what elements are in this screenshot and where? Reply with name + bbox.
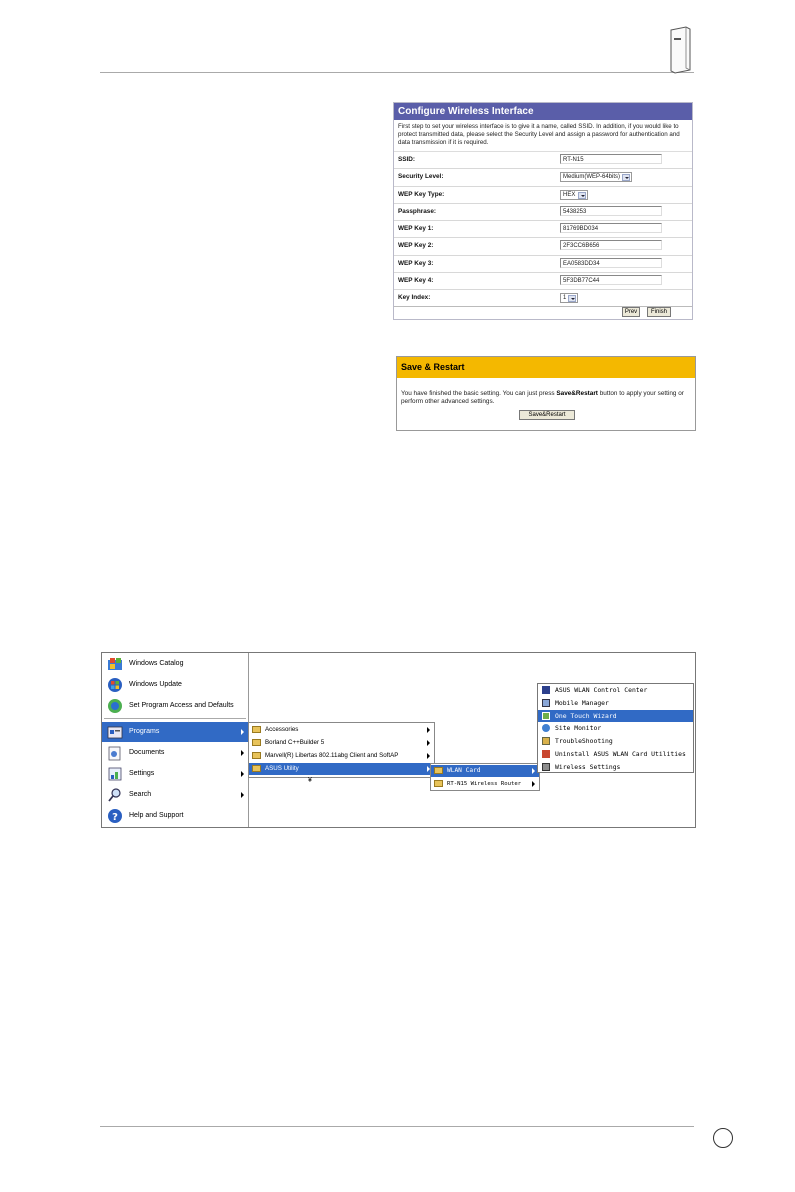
menu-item-search[interactable] [102, 785, 248, 805]
prev-button[interactable]: Prev [622, 307, 640, 317]
field-label: WEP Key 1: [398, 225, 434, 233]
menu-item-label: Programs [129, 728, 160, 735]
wep-key-1-row [394, 221, 692, 238]
submenu-item-label: TroubleShooting [555, 737, 613, 746]
submenu-item-marvell[interactable] [249, 750, 434, 762]
security-level-select[interactable] [560, 172, 632, 182]
submenu-item-wireless-settings[interactable] [538, 761, 693, 774]
folder-icon [434, 780, 443, 787]
menu-item-label: Documents [129, 749, 165, 756]
more-items-icon[interactable]: ¥ [308, 777, 312, 784]
chevron-right-icon [532, 781, 535, 787]
folder-icon [252, 726, 261, 733]
menu-item-help-support[interactable] [102, 806, 248, 826]
search-icon [107, 787, 123, 803]
save-restart-panel [396, 356, 696, 431]
panel-footer [394, 306, 692, 319]
wireless-settings-icon [542, 763, 550, 771]
folder-icon [252, 765, 261, 772]
menu-item-settings[interactable] [102, 764, 248, 784]
text-part: button to apply your setting or perform other advanced settings. [401, 390, 684, 405]
chevron-down-icon[interactable] [568, 295, 576, 302]
submenu-item-label: Site Monitor [555, 724, 602, 733]
field-label: SSID: [398, 156, 416, 163]
field-label: Key Index: [398, 294, 431, 302]
chevron-right-icon [532, 768, 535, 774]
chevron-right-icon [427, 740, 430, 746]
documents-icon [107, 745, 123, 761]
submenu-item-site-monitor[interactable] [538, 722, 693, 735]
submenu-item-uninstall[interactable] [538, 748, 693, 761]
submenu-item-control-center[interactable] [538, 684, 693, 697]
chevron-right-icon [427, 727, 430, 733]
menu-item-label: Search [129, 791, 152, 798]
menu-item-windows-catalog[interactable] [102, 654, 248, 674]
menu-item-set-program-access[interactable] [102, 696, 248, 716]
start-menu-left-pane [102, 653, 249, 827]
wep-key-type-select[interactable] [560, 190, 588, 200]
submenu-item-label: Accessories [265, 726, 299, 733]
submenu-item-label: Mobile Manager [555, 698, 609, 707]
uninstall-icon [542, 750, 550, 758]
svg-text:?: ? [112, 812, 118, 823]
submenu-item-label: ASUS Utility [265, 765, 299, 772]
text-bold: Save&Restart [556, 390, 598, 397]
troubleshooting-icon [542, 737, 550, 745]
wep-key-3-input[interactable]: EA0583DD34 [560, 258, 662, 268]
settings-icon [107, 766, 123, 782]
chevron-right-icon [241, 729, 244, 735]
submenu-item-label: Marvell(R) Libertas 802.11abg Client and SoftAP [265, 752, 399, 759]
program-access-icon [107, 698, 123, 714]
help-icon [107, 808, 123, 824]
menu-item-label: Help and Support [129, 812, 184, 819]
menu-item-documents[interactable] [102, 743, 248, 763]
chevron-right-icon [427, 753, 430, 759]
windows-update-icon [107, 677, 123, 693]
submenu-item-mobile-manager[interactable] [538, 697, 693, 710]
folder-icon [252, 739, 261, 746]
submenu-item-asus-utility[interactable] [249, 763, 434, 775]
wlan-card-submenu [537, 683, 694, 773]
menu-item-windows-update[interactable] [102, 675, 248, 695]
save-restart-button[interactable]: Save&Restart [519, 410, 575, 420]
passphrase-row [394, 204, 692, 221]
field-label: Security Level: [398, 173, 444, 181]
submenu-item-wlan-card[interactable] [431, 765, 539, 777]
security-level-row [394, 169, 692, 186]
field-label: WEP Key Type: [398, 190, 445, 198]
submenu-item-label: Wireless Settings [555, 762, 621, 771]
submenu-item-one-touch-wizard[interactable] [538, 710, 693, 723]
menu-item-label: Windows Catalog [129, 660, 184, 667]
field-label: Passphrase: [398, 207, 437, 215]
menu-item-label: Settings [129, 770, 155, 777]
chevron-right-icon [241, 771, 244, 777]
panel-intro: First step to set your wireless interface is to give it a name, called SSID. In addition, if you would like to protect transmitted data, please select the Security Level and assign a password for authentication and data transmission if it is required. [394, 120, 692, 152]
submenu-item-troubleshooting[interactable] [538, 735, 693, 748]
wep-key-2-row [394, 238, 692, 255]
programs-icon [107, 724, 123, 740]
control-center-icon [542, 686, 550, 694]
ssid-input[interactable]: RT-N15 [560, 154, 662, 164]
wep-key-1-input[interactable]: 81769BD034 [560, 223, 662, 233]
submenu-item-label: WLAN Card [447, 767, 481, 774]
configure-wireless-panel [393, 102, 693, 320]
submenu-item-label: Uninstall ASUS WLAN Card Utilities [555, 750, 686, 758]
chevron-right-icon [241, 792, 244, 798]
folder-icon [252, 752, 261, 759]
submenu-item-rt-n15[interactable] [431, 778, 539, 790]
page-number-circle [713, 1128, 733, 1148]
wep-key-4-input[interactable]: 5F3DB77C44 [560, 275, 662, 285]
menu-divider [104, 718, 246, 719]
windows-catalog-icon [107, 656, 123, 672]
header-rule [100, 72, 694, 73]
ssid-row [394, 152, 692, 169]
select-value: Medium(WEP-64bits) [563, 174, 621, 181]
select-value: 1 [563, 295, 567, 302]
passphrase-input[interactable]: 5438253 [560, 206, 662, 216]
select-value: HEX [563, 191, 576, 198]
submenu-item-label: ASUS WLAN Control Center [555, 686, 648, 694]
mobile-manager-icon [542, 699, 550, 707]
menu-item-programs[interactable] [102, 722, 248, 742]
asus-utility-submenu [430, 763, 540, 791]
finish-button[interactable]: Finish [647, 307, 671, 317]
folder-icon [434, 767, 443, 774]
footer-rule [100, 1126, 694, 1127]
text-part: You have finished the basic setting. You can just press [401, 390, 557, 397]
field-label: WEP Key 3: [398, 259, 434, 267]
router-image [668, 26, 692, 74]
wep-key-2-input[interactable]: 2F3CC6B656 [560, 240, 662, 250]
key-index-select[interactable] [560, 293, 578, 303]
wep-key-4-row [394, 273, 692, 290]
field-label: WEP Key 2: [398, 242, 434, 250]
panel-text [397, 378, 695, 406]
chevron-right-icon [241, 750, 244, 756]
wep-key-3-row [394, 256, 692, 273]
menu-item-label: Set Program Access and Defaults [129, 702, 234, 709]
menu-item-label: Windows Update [129, 681, 182, 688]
submenu-item-label: Borland C++Builder 5 [265, 739, 325, 746]
submenu-item-borland[interactable] [249, 737, 434, 749]
panel-title: Save & Restart [397, 357, 695, 378]
programs-submenu [248, 722, 435, 778]
submenu-item-label: One Touch Wizard [555, 711, 617, 720]
site-monitor-icon [542, 724, 550, 732]
submenu-item-accessories[interactable] [249, 724, 434, 736]
panel-title: Configure Wireless Interface [394, 103, 692, 120]
chevron-down-icon[interactable] [622, 174, 630, 181]
wep-key-type-row [394, 187, 692, 204]
wizard-icon [542, 712, 550, 720]
submenu-item-label: RT-N15 Wireless Router [447, 781, 522, 787]
chevron-down-icon[interactable] [578, 192, 586, 199]
field-label: WEP Key 4: [398, 277, 434, 285]
